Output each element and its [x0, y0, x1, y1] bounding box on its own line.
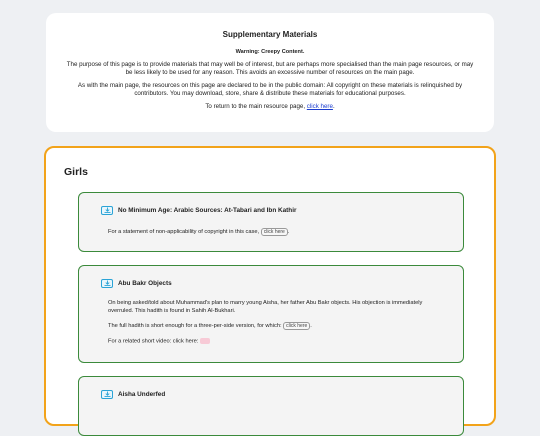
- download-icon[interactable]: [101, 279, 113, 288]
- click-here-button[interactable]: click here: [261, 228, 288, 236]
- card-text-prefix: For a statement of non-applicability of copyright in this case,: [108, 229, 261, 235]
- card-header[interactable]: [101, 206, 296, 215]
- girls-section: [44, 146, 496, 426]
- card-title: Abu Bakr Objects: [118, 280, 172, 287]
- card-text: [108, 228, 428, 237]
- card-title: Aisha Underfed: [118, 391, 166, 398]
- card-header[interactable]: [101, 279, 172, 288]
- card-text-prefix: The full hadith is short enough for a three-per-side version, for which:: [108, 323, 284, 329]
- section-title: Girls: [64, 166, 88, 178]
- return-link[interactable]: click here: [306, 103, 333, 110]
- card-text-suffix: .: [310, 323, 312, 329]
- content-warning: Warning: Creepy Content.: [235, 49, 305, 55]
- card-paragraph: [108, 338, 428, 346]
- intro-paragraph-purpose: The purpose of this page is to provide materials that may well be of interest, but are perhaps more specialised than the main page resources, or may be less likely to be used for any reason. This avoids an excessive number of resources on the main page.: [66, 61, 474, 76]
- card-header[interactable]: [101, 390, 165, 399]
- card-paragraph: On being asked/told about Muhammad's plan to marry young Aisha, her father Abu Bakr objects. His objection is immediately overruled. This hadith is found in Sahih Al-Bukhari.: [108, 300, 423, 314]
- resource-card: [78, 265, 464, 363]
- intro-panel: [46, 13, 494, 132]
- card-paragraph: [108, 322, 428, 331]
- click-here-button[interactable]: click here: [283, 322, 310, 330]
- return-line: [66, 103, 474, 111]
- return-suffix: .: [332, 103, 335, 110]
- download-icon[interactable]: [101, 206, 113, 215]
- download-icon[interactable]: [101, 390, 113, 399]
- resource-card: [78, 376, 464, 436]
- return-prefix: To return to the main resource page,: [205, 103, 307, 110]
- resource-card: [78, 192, 464, 252]
- card-text-suffix: .: [287, 229, 290, 235]
- card-title: No Minimum Age: Arabic Sources: At-Tabari and Ibn Kathir: [118, 207, 297, 214]
- page-title: Supplementary Materials: [222, 30, 318, 39]
- card-text-prefix: For a related short video: click here:: [108, 338, 200, 345]
- intro-paragraph-copyright: As with the main page, the resources on this page are declared to be in the public domain: All copyright on these materials is relinquished by contributors. You may download, store, share & distribute these materials for educational purposes.: [77, 82, 463, 97]
- video-link-button[interactable]: [200, 338, 210, 344]
